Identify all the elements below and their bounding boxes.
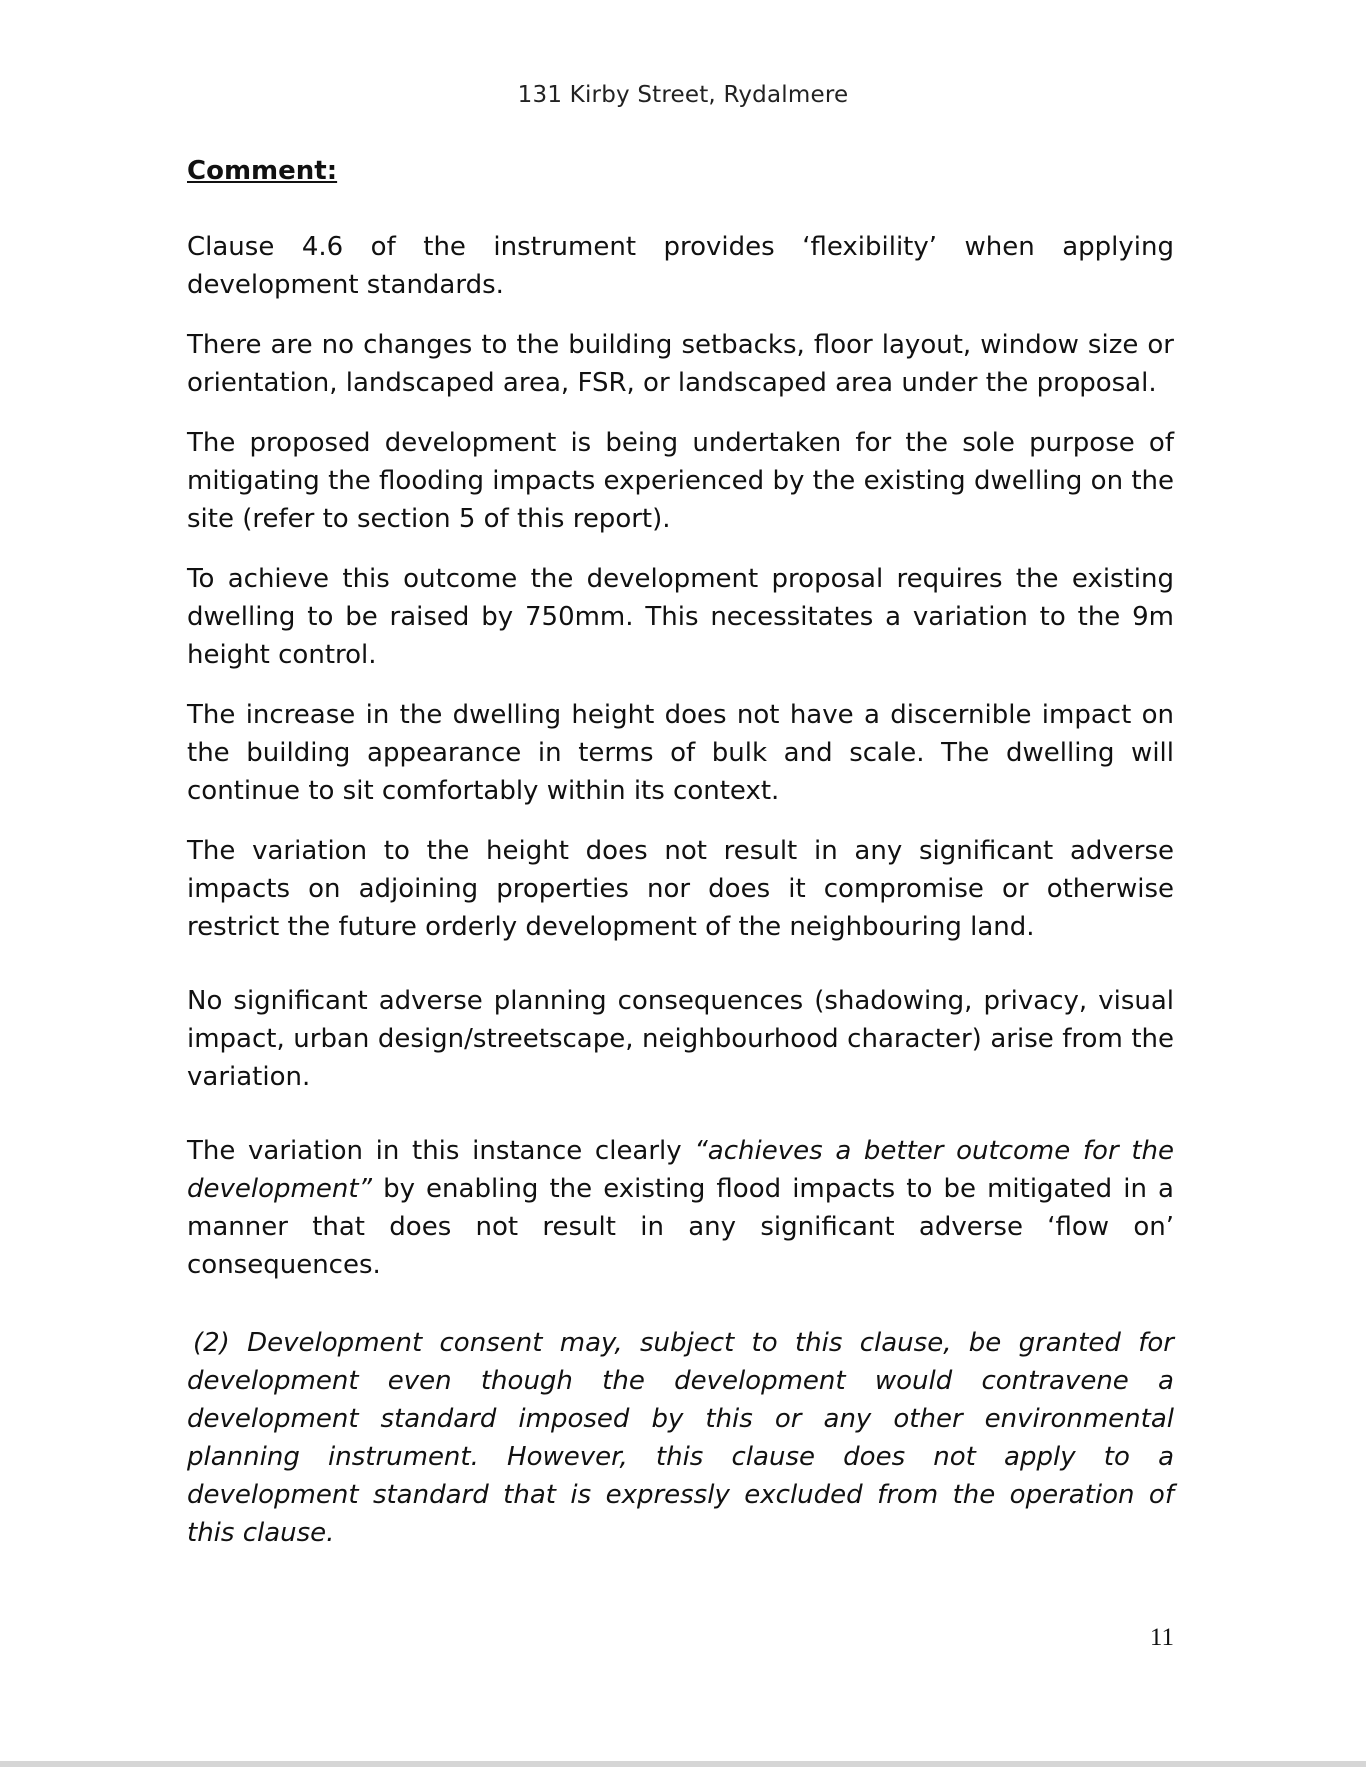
page-bottom-edge bbox=[0, 1761, 1366, 1767]
paragraph-no-changes: There are no changes to the building setbacks, floor layout, window size or orientation, landscaped area, FSR, or landscaped area under the proposal. bbox=[187, 330, 1174, 398]
paragraph-consequences: No significant adverse planning consequences (shadowing, privacy, visual impact, urban design/streetscape, neighbourhood character) arise from the variation. bbox=[187, 986, 1174, 1092]
section-heading: Comment: bbox=[187, 156, 338, 186]
better-outcome-text-end: by enabling the existing flood impacts to be mitigated in a manner that does not result in any significant adverse ‘flow on’ consequences. bbox=[187, 1174, 1174, 1280]
page-body bbox=[187, 150, 1174, 1552]
clause-quote: (2) Development consent may, subject to this clause, be granted for development even though the development would contravene a development standard imposed by this or any other environmental planning instrument. However, this clause does not apply to a development standard that is expressly excluded from the operation of this clause. bbox=[187, 1328, 1174, 1548]
page-header: 131 Kirby Street, Rydalmere bbox=[517, 82, 849, 108]
paragraph-height-impact: The increase in the dwelling height does not have a discernible impact on the building appearance in terms of bulk and scale. The dwelling will continue to sit comfortably within its context. bbox=[187, 700, 1174, 806]
paragraph-purpose: The proposed development is being undertaken for the sole purpose of mitigating the flooding impacts experienced by the existing dwelling on the site (refer to section 5 of this report). bbox=[187, 428, 1174, 534]
better-outcome-quote: “achieves a better outcome for the development” bbox=[187, 1136, 1174, 1204]
paragraph-better-outcome bbox=[187, 1132, 1174, 1284]
page-number: 11 bbox=[1149, 1624, 1174, 1651]
paragraph-outcome: To achieve this outcome the development proposal requires the existing dwelling to be raised by 750mm. This necessitates a variation to the 9m height control. bbox=[187, 564, 1174, 670]
paragraph-flexibility: Clause 4.6 of the instrument provides ‘flexibility’ when applying development standards. bbox=[187, 232, 1174, 300]
paragraph-adjoining: The variation to the height does not result in any significant adverse impacts on adjoining properties nor does it compromise or otherwise restrict the future orderly development of the neighbouring land. bbox=[187, 836, 1174, 942]
better-outcome-text-start: The variation in this instance clearly bbox=[187, 1136, 695, 1166]
